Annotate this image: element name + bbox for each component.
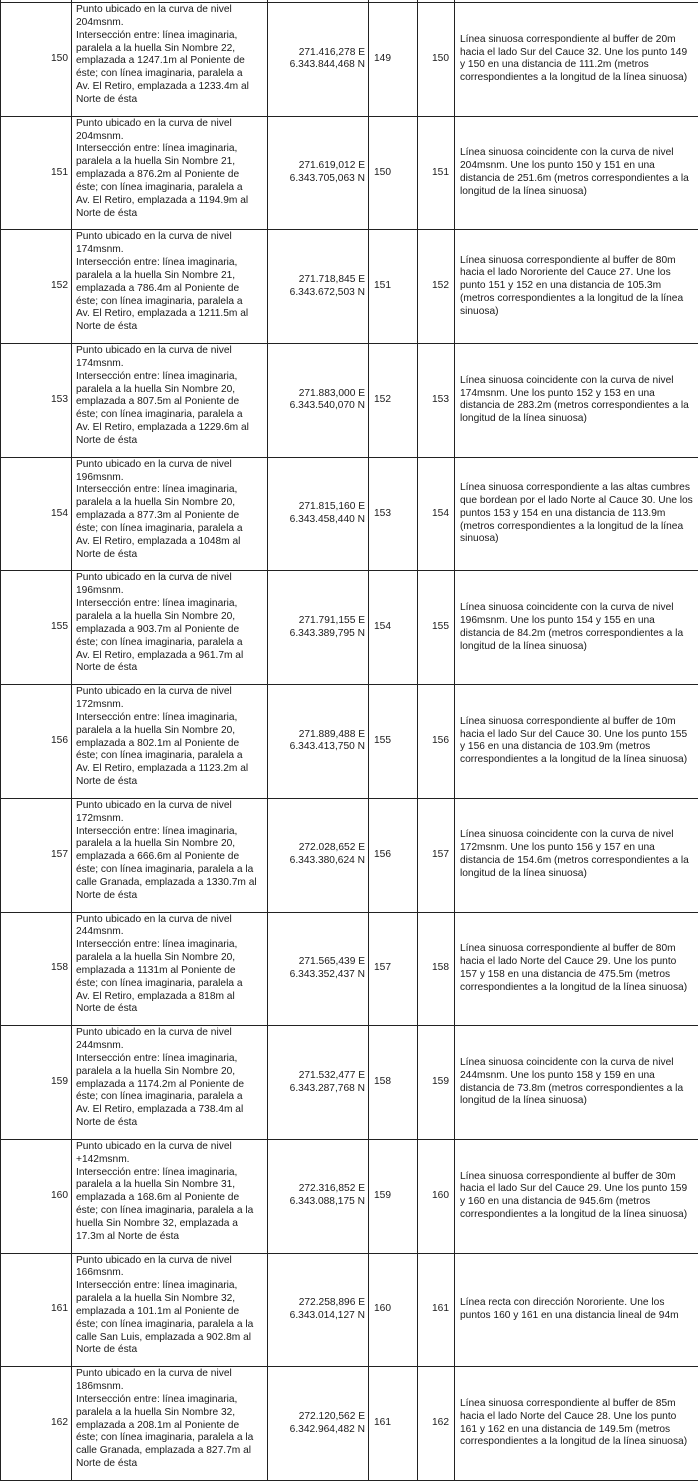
- segment-description: Línea sinuosa coincidente con la curva de nivel 174msnm. Une los punto 152 y 153 en una distancia de 283.2m (metros correspondientes a la longitud de la línea sinuosa): [455, 344, 698, 458]
- segment-from: 149: [369, 3, 418, 117]
- point-description: Punto ubicado en la curva de nivel 172msnm. Intersección entre: línea imaginaria, paralela a la huella Sin Nombre 20, emplazada a 666.6m al Poniente de éste; con línea imaginaria, paralela a la calle Granada, emplazada a 1330.7m al Norte de ésta: [72, 798, 268, 912]
- point-number: 162: [1, 1367, 72, 1481]
- table-row: [1, 1367, 698, 1481]
- segment-to: 160: [418, 1139, 455, 1253]
- segment-from: 154: [369, 571, 418, 685]
- segment-to: 158: [418, 912, 455, 1026]
- table-row: [1, 1253, 698, 1367]
- table-row: [1, 230, 698, 344]
- segment-description: Línea sinuosa correspondiente al buffer de 10m hacia el lado Sur del Cauce 30. Une los punto 155 y 156 en una distancia de 103.9m (metros correspondientes a la longitud de la línea sinuosa): [455, 685, 698, 799]
- segment-description: Línea sinuosa correspondiente a las altas cumbres que bordean por el lado Norte al Cauce 30. Une los puntos 153 y 154 en una distancia de 113.9m (metros correspondientes a la longitud de la línea sinuosa): [455, 457, 698, 571]
- segment-from: 156: [369, 798, 418, 912]
- point-description: Punto ubicado en la curva de nivel +142msnm. Intersección entre: línea imaginaria, paralela a la huella Sin Nombre 31, emplazada a 168.6m al Poniente de éste; con línea imaginaria, paralela a la huella Sin Nombre 32, emplazada a 17.3m al Norte de ésta: [72, 1139, 268, 1253]
- segment-to: 154: [418, 457, 455, 571]
- segment-description: Línea sinuosa coincidente con la curva de nivel 196msnm. Une los punto 154 y 155 en una distancia de 84.2m (metros correspondientes a la longitud de la línea sinuosa): [455, 571, 698, 685]
- segment-description: Línea sinuosa correspondiente al buffer de 80m hacia el lado Norte del Cauce 29. Une los punto 157 y 158 en una distancia de 475.5m (metros correspondientes a la longitud de la línea sinuosa): [455, 912, 698, 1026]
- point-coordinates: 271.718,845 E 6.343.672,503 N: [268, 230, 369, 344]
- segment-to: 150: [418, 3, 455, 117]
- segment-to: 152: [418, 230, 455, 344]
- point-number: 154: [1, 457, 72, 571]
- point-coordinates: 271.619,012 E 6.343.705,063 N: [268, 116, 369, 230]
- table-row: [1, 1139, 698, 1253]
- table-row: [1, 457, 698, 571]
- segment-description: Línea recta con dirección Nororiente. Une los puntos 160 y 161 en una distancia lineal de 94m: [455, 1253, 698, 1367]
- table-row: [1, 798, 698, 912]
- segment-from: 161: [369, 1367, 418, 1481]
- point-number: 152: [1, 230, 72, 344]
- segment-from: 155: [369, 685, 418, 799]
- table-row: [1, 571, 698, 685]
- segment-to: 153: [418, 344, 455, 458]
- table-row: [1, 344, 698, 458]
- point-number: 150: [1, 3, 72, 117]
- point-coordinates: 271.565,439 E 6.343.352,437 N: [268, 912, 369, 1026]
- point-coordinates: 271.815,160 E 6.343.458,440 N: [268, 457, 369, 571]
- point-coordinates: 271.791,155 E 6.343.389,795 N: [268, 571, 369, 685]
- table-row: [1, 912, 698, 1026]
- point-description: Punto ubicado en la curva de nivel 174msnm. Intersección entre: línea imaginaria, paralela a la huella Sin Nombre 21, emplazada a 786.4m al Poniente de éste; con línea imaginaria, paralela a Av. El Retiro, emplazada a 1211.5m al Norte de ésta: [72, 230, 268, 344]
- table-row: [1, 1026, 698, 1140]
- point-coordinates: 272.316,852 E 6.343.088,175 N: [268, 1139, 369, 1253]
- segment-from: 157: [369, 912, 418, 1026]
- table-row: [1, 116, 698, 230]
- point-number: 157: [1, 798, 72, 912]
- point-description: Punto ubicado en la curva de nivel 196msnm. Intersección entre: línea imaginaria, paralela a la huella Sin Nombre 20, emplazada a 877.3m al Poniente de éste; con línea imaginaria, paralela a Av. El Retiro, emplazada a 1048m al Norte de ésta: [72, 457, 268, 571]
- point-number: 160: [1, 1139, 72, 1253]
- point-description: Punto ubicado en la curva de nivel 204msnm. Intersección entre: línea imaginaria, paralela a la huella Sin Nombre 22, emplazada a 1247.1m al Poniente de éste; con línea imaginaria, paralela a Av. El Retiro, emplazada a 1233.4m al Norte de ésta: [72, 3, 268, 117]
- segment-description: Línea sinuosa correspondiente al buffer de 30m hacia el lado Sur del Cauce 29. Une los punto 159 y 160 en una distancia de 945.6m (metros correspondientes a la longitud de la línea sinuosa): [455, 1139, 698, 1253]
- segment-from: 159: [369, 1139, 418, 1253]
- point-coordinates: 271.883,000 E 6.343.540,070 N: [268, 344, 369, 458]
- segment-from: 150: [369, 116, 418, 230]
- segment-to: 161: [418, 1253, 455, 1367]
- segment-description: Línea sinuosa correspondiente al buffer de 80m hacia el lado Nororiente del Cauce 27. Une los punto 151 y 152 en una distancia de 105.3m (metros correspondientes a la longitud de la línea sinuosa): [455, 230, 698, 344]
- point-description: Punto ubicado en la curva de nivel 166msnm. Intersección entre: línea imaginaria, paralela a la huella Sin Nombre 32, emplazada a 101.1m al Poniente de éste; con línea imaginaria, paralela a la calle San Luis, emplazada a 902.8m al Norte de ésta: [72, 1253, 268, 1367]
- segment-to: 156: [418, 685, 455, 799]
- point-description: Punto ubicado en la curva de nivel 196msnm. Intersección entre: línea imaginaria, paralela a la huella Sin Nombre 20, emplazada a 903.7m al Poniente de éste; con línea imaginaria, paralela a Av. El Retiro, emplazada a 961.7m al Norte de ésta: [72, 571, 268, 685]
- segment-from: 158: [369, 1026, 418, 1140]
- point-number: 161: [1, 1253, 72, 1367]
- segment-description: Línea sinuosa correspondiente al buffer de 20m hacia el lado Sur del Cauce 32. Une los punto 149 y 150 en una distancia de 111.2m (metros correspondientes a la longitud de la línea sinuosa): [455, 3, 698, 117]
- point-description: Punto ubicado en la curva de nivel 244msnm. Intersección entre: línea imaginaria, paralela a la huella Sin Nombre 20, emplazada a 1131m al Poniente de éste; con línea imaginaria, paralela a Av. El Retiro, emplazada a 818m al Norte de ésta: [72, 912, 268, 1026]
- table-row: [1, 3, 698, 117]
- segment-from: 151: [369, 230, 418, 344]
- segment-description: Línea sinuosa coincidente con la curva de nivel 244msnm. Une los punto 158 y 159 en una distancia de 73.8m (metros correspondientes a la longitud de la línea sinuosa): [455, 1026, 698, 1140]
- point-description: Punto ubicado en la curva de nivel 174msnm. Intersección entre: línea imaginaria, paralela a la huella Sin Nombre 20, emplazada a 807.5m al Poniente de éste; con línea imaginaria, paralela a Av. El Retiro, emplazada a 1229.6m al Norte de ésta: [72, 344, 268, 458]
- segment-to: 162: [418, 1367, 455, 1481]
- point-coordinates: 272.120,562 E 6.342.964,482 N: [268, 1367, 369, 1481]
- segment-to: 157: [418, 798, 455, 912]
- point-number: 159: [1, 1026, 72, 1140]
- table-body: [1, 0, 698, 1480]
- point-coordinates: 271.889,488 E 6.343.413,750 N: [268, 685, 369, 799]
- table-row: [1, 685, 698, 799]
- segment-to: 155: [418, 571, 455, 685]
- point-description: Punto ubicado en la curva de nivel 244msnm. Intersección entre: línea imaginaria, paralela a la huella Sin Nombre 20, emplazada a 1174.2m al Poniente de éste; con línea imaginaria, paralela a Av. El Retiro, emplazada a 738.4m al Norte de ésta: [72, 1026, 268, 1140]
- point-description: Punto ubicado en la curva de nivel 172msnm. Intersección entre: línea imaginaria, paralela a la huella Sin Nombre 20, emplazada a 802.1m al Poniente de éste; con línea imaginaria, paralela a Av. El Retiro, emplazada a 1123.2m al Norte de ésta: [72, 685, 268, 799]
- point-coordinates: 272.028,652 E 6.343.380,624 N: [268, 798, 369, 912]
- point-description: Punto ubicado en la curva de nivel 204msnm. Intersección entre: línea imaginaria, paralela a la huella Sin Nombre 21, emplazada a 876.2m al Poniente de éste; con línea imaginaria, paralela a Av. El Retiro, emplazada a 1194.9m al Norte de ésta: [72, 116, 268, 230]
- point-number: 153: [1, 344, 72, 458]
- segment-from: 152: [369, 344, 418, 458]
- segment-to: 159: [418, 1026, 455, 1140]
- point-number: 151: [1, 116, 72, 230]
- point-description: Punto ubicado en la curva de nivel 186msnm. Intersección entre: línea imaginaria, paralela a la huella Sin Nombre 32, emplazada a 208.1m al Poniente de éste; con línea imaginaria, paralela a la calle Granada, emplazada a 827.7m al Norte de ésta: [72, 1367, 268, 1481]
- point-coordinates: 271.532,477 E 6.343.287,768 N: [268, 1026, 369, 1140]
- segment-description: Línea sinuosa coincidente con la curva de nivel 172msnm. Une los punto 156 y 157 en una distancia de 154.6m (metros correspondientes a la longitud de la línea sinuosa): [455, 798, 698, 912]
- segment-from: 153: [369, 457, 418, 571]
- segment-description: Línea sinuosa coincidente con la curva de nivel 204msnm. Une los punto 150 y 151 en una distancia de 251.6m (metros correspondientes a la longitud de la línea sinuosa): [455, 116, 698, 230]
- point-coordinates: 271.416,278 E 6.343.844,468 N: [268, 3, 369, 117]
- segment-from: 160: [369, 1253, 418, 1367]
- segment-description: Línea sinuosa correspondiente al buffer de 85m hacia el lado Norte del Cauce 28. Une los punto 161 y 162 en una distancia de 149.5m (metros correspondientes a la longitud de la línea sinuosa): [455, 1367, 698, 1481]
- point-coordinates: 272.258,896 E 6.343.014,127 N: [268, 1253, 369, 1367]
- point-number: 155: [1, 571, 72, 685]
- point-number: 158: [1, 912, 72, 1026]
- segment-to: 151: [418, 116, 455, 230]
- point-number: 156: [1, 685, 72, 799]
